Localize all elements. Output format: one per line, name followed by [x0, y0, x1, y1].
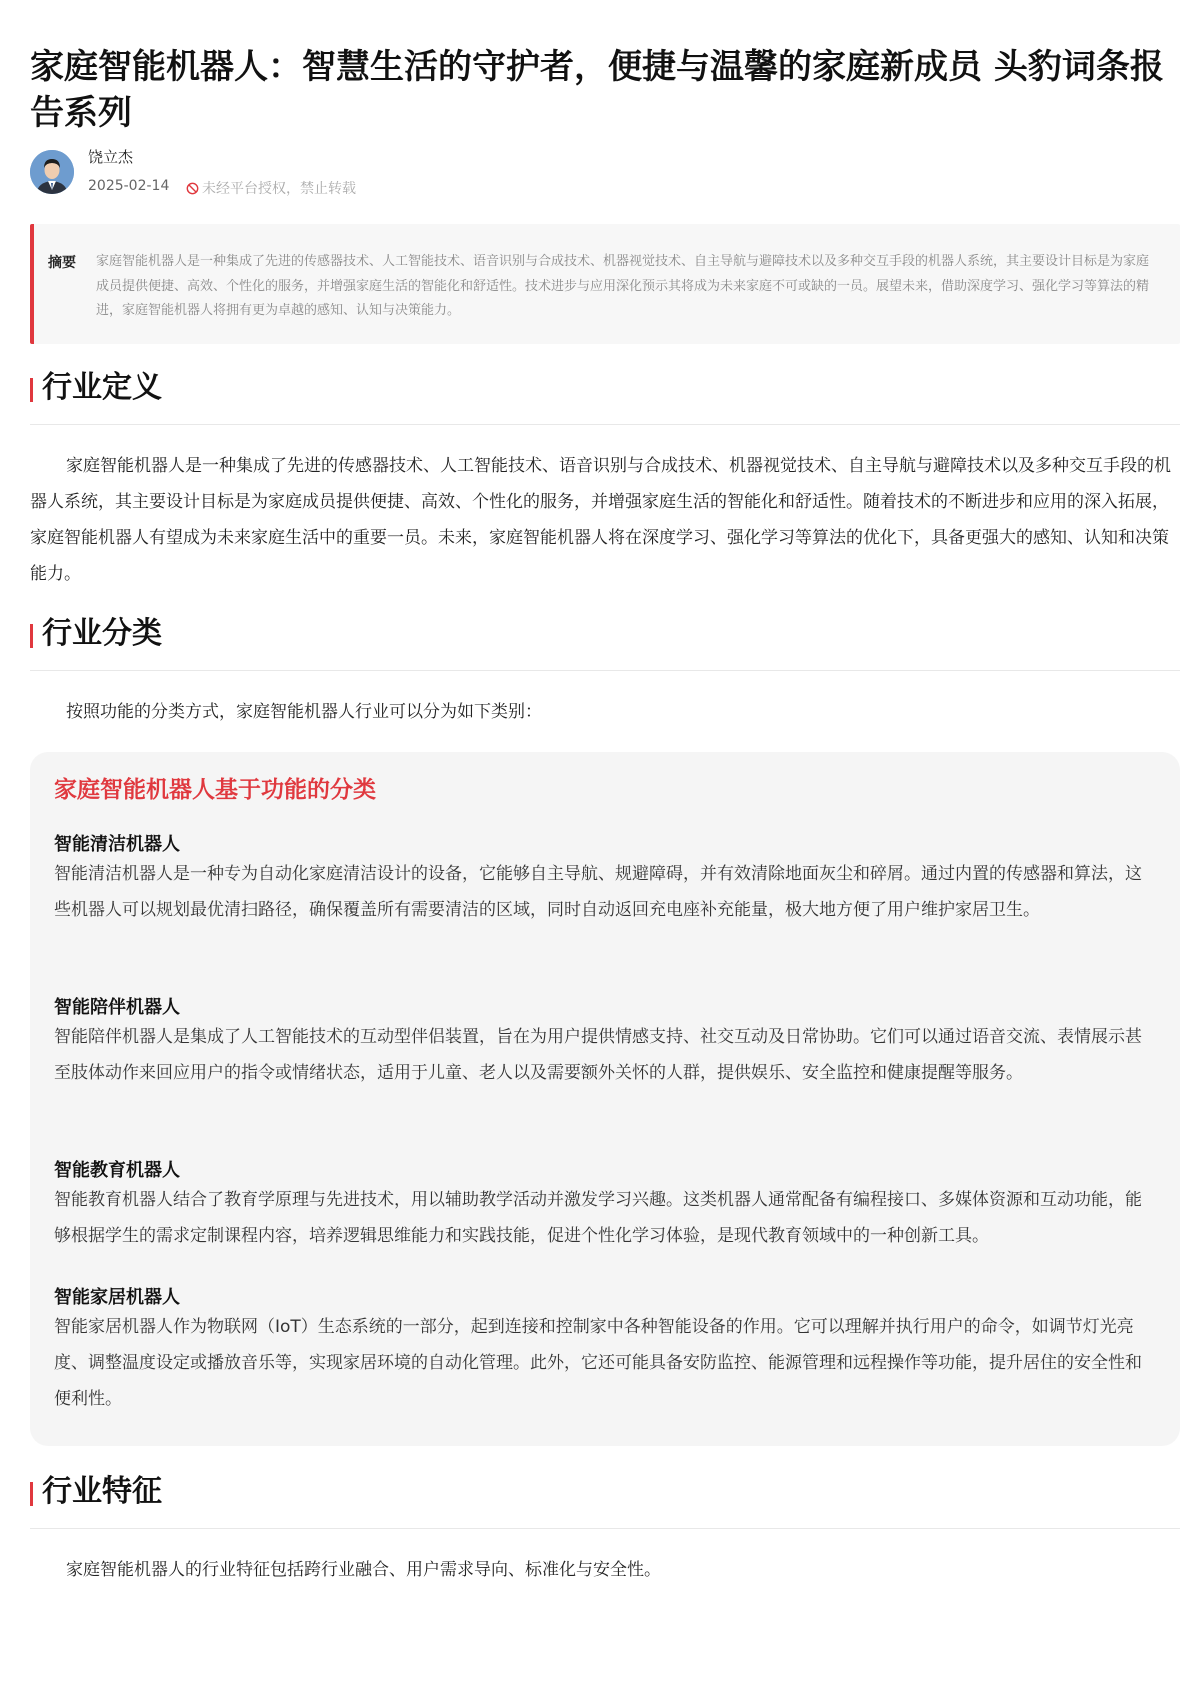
section-accent-bar — [30, 624, 33, 648]
section-title-features: 行业特征 — [42, 1474, 162, 1509]
category-name-companion: 智能陪伴机器人 — [54, 997, 180, 1018]
section-title-classification: 行业分类 — [42, 616, 162, 651]
category-desc-companion: 智能陪伴机器人是集成了人工智能技术的互动型伴侣装置，旨在为用户提供情感支持、社交互动及日常协助。它们可以通过语音交流、表情展示甚至肢体动作来回应用户的指令或情绪状态，适用于儿童、老人以及需要额外关怀的人群，提供娱乐、安全监控和健康提醒等服务。 — [54, 1027, 1142, 1083]
category-desc-education: 智能教育机器人结合了教育学原理与先进技术，用以辅助教学活动并激发学习兴趣。这类机器人通常配备有编程接口、多媒体资源和互动功能，能够根据学生的需求定制课程内容，培养逻辑思维能力和实践技能，促进个性化学习体验，是现代教育领域中的一种创新工具。 — [54, 1190, 1142, 1246]
section-title-definition: 行业定义 — [42, 370, 162, 405]
section-heading-definition — [30, 364, 1180, 425]
summary-label: 摘要 — [48, 255, 76, 271]
category-name-smarthome: 智能家居机器人 — [54, 1287, 180, 1308]
article-title: 家庭智能机器人：智慧生活的守护者，便捷与温馨的家庭新成员 头豹词条报告系列 — [30, 47, 1164, 133]
classification-box-title: 家庭智能机器人基于功能的分类 — [54, 777, 376, 803]
prohibited-icon — [186, 182, 199, 195]
author-name[interactable]: 饶立杰 — [88, 148, 134, 166]
publish-date: 2025-02-14 — [88, 178, 170, 194]
definition-paragraph: 家庭智能机器人是一种集成了先进的传感器技术、人工智能技术、语音识别与合成技术、机器视觉技术、自主导航与避障技术以及多种交互手段的机器人系统，其主要设计目标是为家庭成员提供便捷、高效、个性化的服务，并增强家庭生活的智能化和舒适性。随着技术的不断进步和应用的深入拓展，家庭智能机器人有望成为未来家庭生活中的重要一员。未来，家庭智能机器人将在深度学习、强化学习等算法的优化下，具备更强大的感知、认知和决策能力。 — [30, 456, 1171, 584]
category-desc-cleaning: 智能清洁机器人是一种专为自动化家庭清洁设计的设备，它能够自主导航、规避障碍，并有效清除地面灰尘和碎屑。通过内置的传感器和算法，这些机器人可以规划最优清扫路径，确保覆盖所有需要清洁的区域，同时自动返回充电座补充能量，极大地方便了用户维护家居卫生。 — [54, 864, 1142, 920]
summary-text: 家庭智能机器人是一种集成了先进的传感器技术、人工智能技术、语音识别与合成技术、机器视觉技术、自主导航与避障技术以及多种交互手段的机器人系统，其主要设计目标是为家庭成员提供便捷、高效、个性化的服务，并增强家庭生活的智能化和舒适性。技术进步与应用深化预示其将成为未来家庭不可或缺的一员。展望未来，借助深度学习、强化学习等算法的精进，家庭智能机器人将拥有更为卓越的感知、认知与决策能力。 — [96, 254, 1150, 318]
section-accent-bar — [30, 1482, 33, 1506]
category-name-education: 智能教育机器人 — [54, 1160, 180, 1181]
section-accent-bar — [30, 378, 33, 402]
summary-box — [30, 224, 1180, 344]
section-heading-classification — [30, 610, 1180, 671]
author-avatar[interactable] — [30, 150, 74, 194]
section-heading-features — [30, 1468, 1180, 1529]
category-desc-smarthome: 智能家居机器人作为物联网（IoT）生态系统的一部分，起到连接和控制家中各种智能设备的作用。它可以理解并执行用户的命令，如调节灯光亮度、调整温度设定或播放音乐等，实现家居环境的自动化管理。此外，它还可能具备安防监控、能源管理和远程操作等功能，提升居住的安全性和便利性。 — [54, 1317, 1142, 1409]
copyright-text: 未经平台授权，禁止转载 — [202, 181, 356, 197]
classification-box — [30, 752, 1180, 1446]
features-paragraph: 家庭智能机器人的行业特征包括跨行业融合、用户需求导向、标准化与安全性。 — [66, 1560, 661, 1580]
classification-intro: 按照功能的分类方式，家庭智能机器人行业可以分为如下类别： — [66, 702, 542, 722]
category-name-cleaning: 智能清洁机器人 — [54, 834, 180, 855]
copyright-notice — [186, 178, 356, 198]
